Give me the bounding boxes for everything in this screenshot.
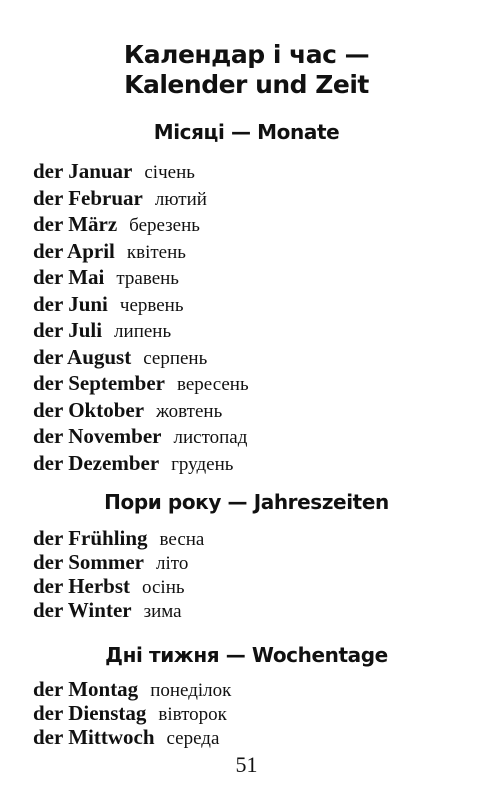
ukrainian-word: осінь xyxy=(142,577,185,598)
list-item xyxy=(33,370,249,397)
ukrainian-word: березень xyxy=(129,215,200,236)
list-item xyxy=(33,725,231,749)
list-item xyxy=(33,677,231,701)
german-word: der Mittwoch xyxy=(33,725,155,749)
ukrainian-word: вівторок xyxy=(158,704,227,725)
ukrainian-word: вересень xyxy=(177,374,249,395)
section-heading-months: Місяці — Monate xyxy=(153,120,340,144)
ukrainian-word: зима xyxy=(143,601,182,622)
german-word: der September xyxy=(33,371,165,395)
weekdays-list xyxy=(33,677,231,749)
list-item xyxy=(33,211,249,238)
german-word: der Winter xyxy=(33,598,132,622)
german-word: der Montag xyxy=(33,677,139,701)
german-word: der Sommer xyxy=(33,550,144,574)
list-item xyxy=(33,291,249,318)
ukrainian-word: червень xyxy=(119,294,184,316)
list-item xyxy=(33,423,249,450)
german-word: der April xyxy=(33,238,115,263)
ukrainian-word: січень xyxy=(144,162,195,183)
german-word: der Dienstag xyxy=(33,701,147,725)
list-item xyxy=(33,264,249,291)
list-item xyxy=(33,344,249,371)
list-item xyxy=(33,317,249,344)
ukrainian-word: квітень xyxy=(126,241,186,263)
list-item xyxy=(33,574,204,598)
german-word: der Juni xyxy=(33,291,108,316)
ukrainian-word: серпень xyxy=(143,347,208,369)
german-word: der Juli xyxy=(33,318,103,342)
german-word: der Mai xyxy=(33,265,105,289)
list-item xyxy=(33,158,249,185)
ukrainian-word: понеділок xyxy=(150,680,232,701)
page-title-line-1: Календар і час — xyxy=(123,40,370,69)
list-item xyxy=(33,550,204,574)
ukrainian-word: липень xyxy=(114,321,172,342)
ukrainian-word: жовтень xyxy=(156,400,223,422)
page-title-line-2: Kalender und Zeit xyxy=(124,70,369,99)
list-item xyxy=(33,598,204,622)
ukrainian-word: літо xyxy=(156,553,189,574)
ukrainian-word: листопад xyxy=(173,427,248,448)
german-word: der Februar xyxy=(33,185,143,210)
german-word: der Frühling xyxy=(33,526,148,550)
german-word: der August xyxy=(33,344,132,369)
list-item xyxy=(33,397,249,424)
section-heading-weekdays: Дні тижня — Wochentage xyxy=(105,643,388,667)
german-word: der Oktober xyxy=(33,397,145,422)
list-item xyxy=(33,185,249,212)
months-list xyxy=(33,158,249,476)
ukrainian-word: середа xyxy=(166,728,220,749)
list-item xyxy=(33,450,249,477)
ukrainian-word: лютий xyxy=(154,188,207,210)
german-word: der Januar xyxy=(33,159,133,183)
german-word: der November xyxy=(33,424,162,448)
page-title xyxy=(0,40,493,100)
german-word: der Dezember xyxy=(33,450,160,475)
ukrainian-word: грудень xyxy=(171,453,234,475)
list-item xyxy=(33,238,249,265)
seasons-list xyxy=(33,526,204,622)
ukrainian-word: весна xyxy=(159,529,205,550)
german-word: der Herbst xyxy=(33,574,131,598)
section-heading-seasons: Пори року — Jahreszeiten xyxy=(104,490,389,514)
ukrainian-word: травень xyxy=(116,268,179,289)
page-number: 51 xyxy=(235,752,258,777)
list-item xyxy=(33,701,231,725)
german-word: der März xyxy=(33,212,118,236)
list-item xyxy=(33,526,204,550)
